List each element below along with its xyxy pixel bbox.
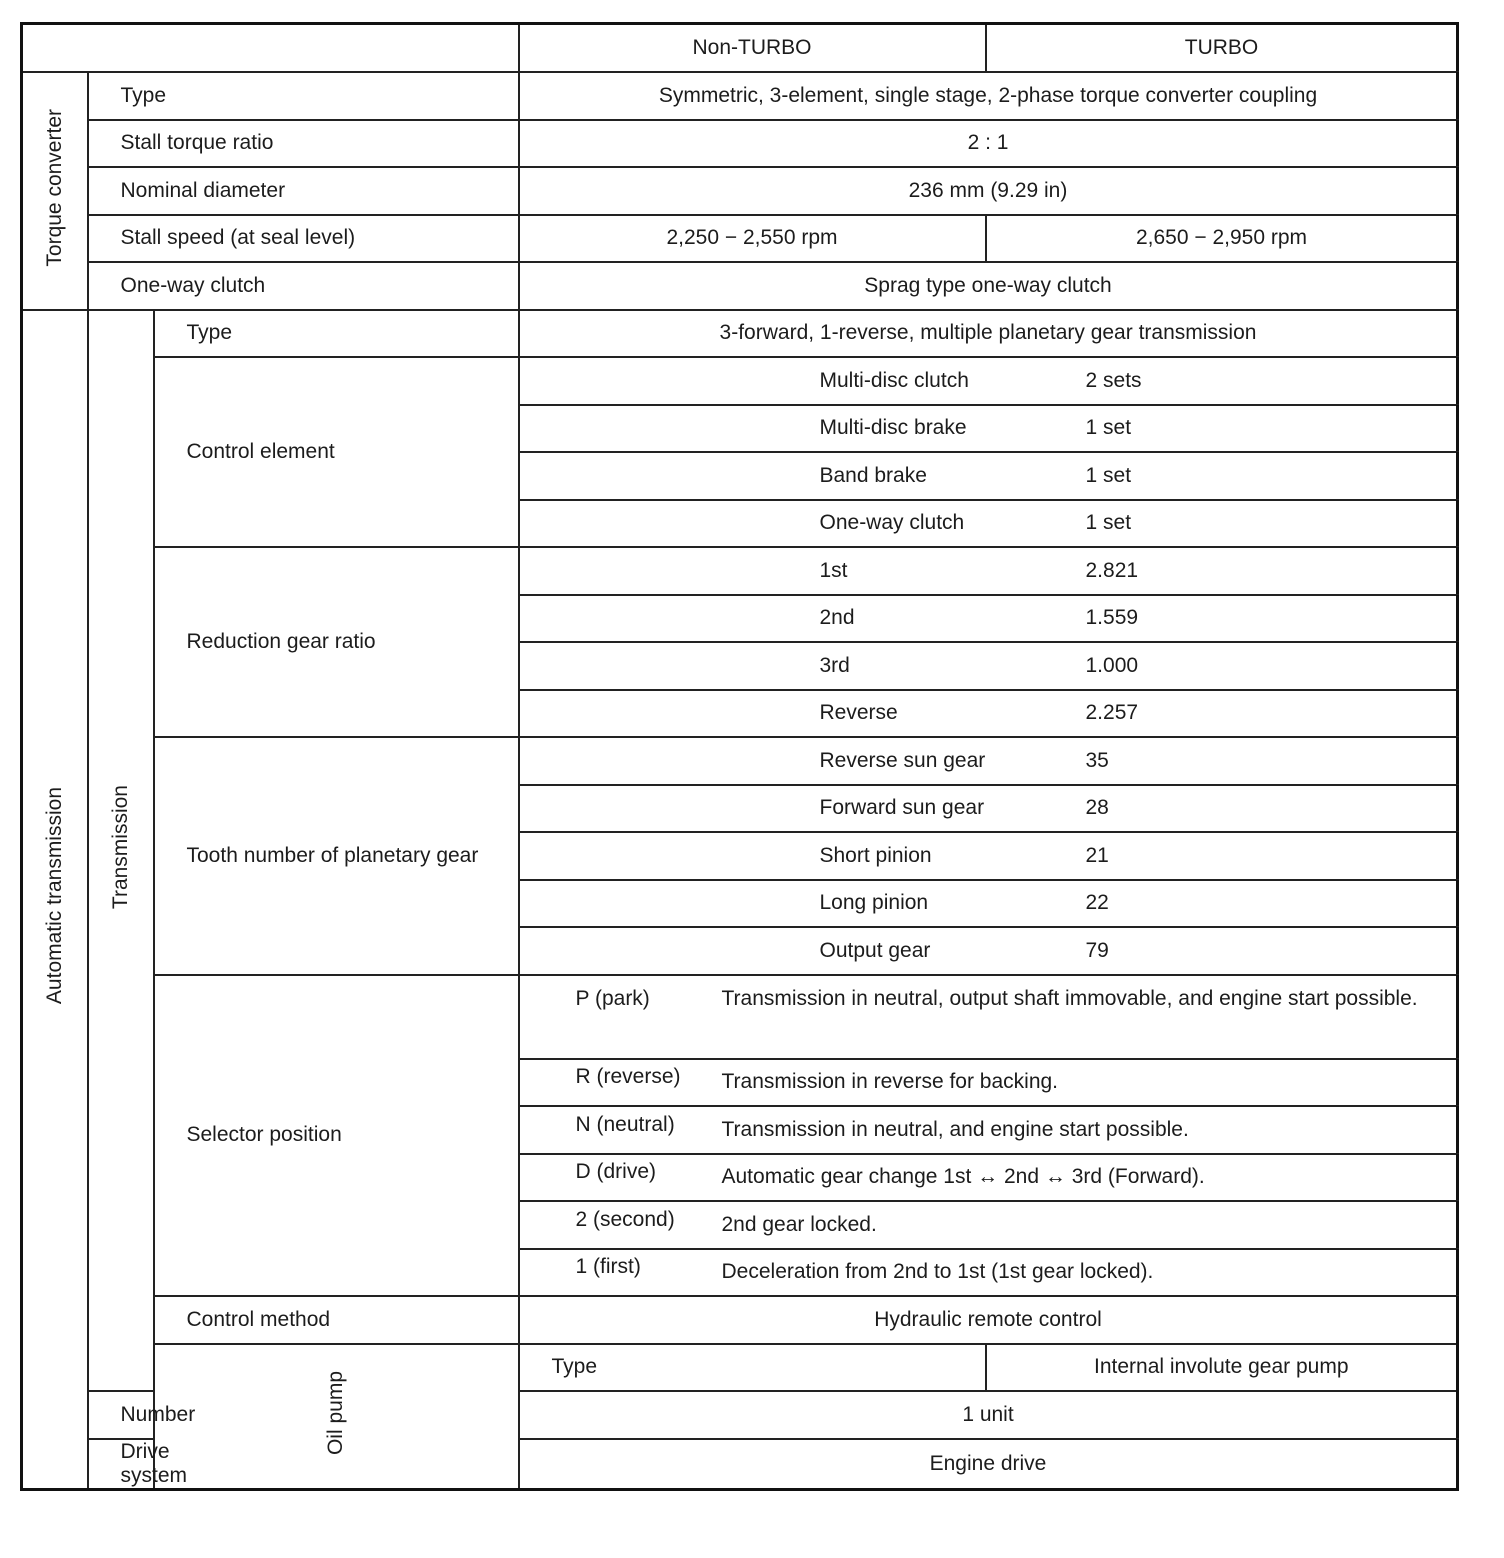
control-element-row: Band brake 1 set bbox=[519, 452, 1458, 500]
table-row bbox=[22, 120, 1458, 168]
tooth-row: Long pinion 22 bbox=[519, 880, 1458, 928]
tooth-row: Output gear 79 bbox=[519, 927, 1458, 975]
control-method-label: Control method bbox=[154, 1296, 519, 1344]
table-row bbox=[22, 547, 1458, 595]
table-row bbox=[22, 72, 1458, 120]
oil-pump-number-value: 1 unit bbox=[519, 1391, 1458, 1439]
tc-stall-ratio-value: 2 : 1 bbox=[519, 120, 1458, 168]
selector-row: D (drive) Automatic gear change 1st ↔ 2nd ↔ 3rd (Forward). bbox=[519, 1154, 1458, 1202]
tc-type-value: Symmetric, 3-element, single stage, 2-phase torque converter coupling bbox=[519, 72, 1458, 120]
table-row bbox=[22, 737, 1458, 785]
reduction-row: Reverse 2.257 bbox=[519, 690, 1458, 738]
tr-type-value: 3-forward, 1-reverse, multiple planetary gear transmission bbox=[519, 310, 1458, 358]
control-method-value: Hydraulic remote control bbox=[519, 1296, 1458, 1344]
tc-type-label: Type bbox=[88, 72, 519, 120]
spec-table bbox=[20, 22, 1459, 1491]
reduction-label: Reduction gear ratio bbox=[154, 547, 519, 737]
tc-clutch-label: One-way clutch bbox=[88, 262, 519, 310]
section-automatic-transmission: Automatic transmission bbox=[22, 310, 88, 1490]
tr-type-label: Type bbox=[154, 310, 519, 358]
selector-row: 2 (second) 2nd gear locked. bbox=[519, 1201, 1458, 1249]
oil-pump-type-label: Type bbox=[519, 1344, 986, 1392]
tooth-label: Tooth number of planetary gear bbox=[154, 737, 519, 975]
selector-row: R (reverse) Transmission in reverse for backing. bbox=[519, 1059, 1458, 1107]
selector-row: 1 (first) Deceleration from 2nd to 1st (1st gear locked). bbox=[519, 1249, 1458, 1297]
table-row bbox=[22, 1296, 1458, 1344]
tooth-row: Short pinion 21 bbox=[519, 832, 1458, 880]
section-torque-converter: Torque converter bbox=[22, 72, 88, 310]
control-element-row: One-way clutch 1 set bbox=[519, 500, 1458, 548]
oil-pump-number-label: Number bbox=[88, 1391, 154, 1439]
reduction-row: 1st 2.821 bbox=[519, 547, 1458, 595]
selector-row: P (park) Transmission in neutral, output shaft immovable, and engine start possible. bbox=[519, 975, 1458, 1059]
table-row bbox=[22, 357, 1458, 405]
table-row bbox=[22, 1344, 1458, 1392]
section-oil-pump: Oil pump bbox=[154, 1344, 519, 1490]
tc-stall-speed-label: Stall speed (at seal level) bbox=[88, 215, 519, 263]
tooth-row: Forward sun gear 28 bbox=[519, 785, 1458, 833]
table-row bbox=[22, 310, 1458, 358]
control-element-row: Multi-disc brake 1 set bbox=[519, 405, 1458, 453]
reduction-row: 3rd 1.000 bbox=[519, 642, 1458, 690]
control-element-label: Control element bbox=[154, 357, 519, 547]
table-row bbox=[22, 262, 1458, 310]
table-row bbox=[22, 215, 1458, 263]
section-transmission: Transmission bbox=[88, 310, 154, 1392]
header-blank bbox=[22, 24, 519, 73]
tc-diameter-label: Nominal diameter bbox=[88, 167, 519, 215]
reduction-row: 2nd 1.559 bbox=[519, 595, 1458, 643]
oil-pump-drive-value: Engine drive bbox=[519, 1439, 1458, 1490]
tc-clutch-value: Sprag type one-way clutch bbox=[519, 262, 1458, 310]
selector-label: Selector position bbox=[154, 975, 519, 1297]
header-row bbox=[22, 24, 1458, 73]
tc-stall-speed-nonturbo: 2,250 − 2,550 rpm bbox=[519, 215, 986, 263]
control-element-row: Multi-disc clutch 2 sets bbox=[519, 357, 1458, 405]
tc-diameter-value: 236 mm (9.29 in) bbox=[519, 167, 1458, 215]
tooth-row: Reverse sun gear 35 bbox=[519, 737, 1458, 785]
oil-pump-type-value: Internal involute gear pump bbox=[986, 1344, 1458, 1392]
header-non-turbo: Non-TURBO bbox=[519, 24, 986, 73]
tc-stall-ratio-label: Stall torque ratio bbox=[88, 120, 519, 168]
header-turbo: TURBO bbox=[986, 24, 1458, 73]
selector-row: N (neutral) Transmission in neutral, and engine start possible. bbox=[519, 1106, 1458, 1154]
table-row bbox=[22, 975, 1458, 1059]
oil-pump-drive-label: Drive system bbox=[88, 1439, 154, 1490]
table-row bbox=[22, 167, 1458, 215]
tc-stall-speed-turbo: 2,650 − 2,950 rpm bbox=[986, 215, 1458, 263]
